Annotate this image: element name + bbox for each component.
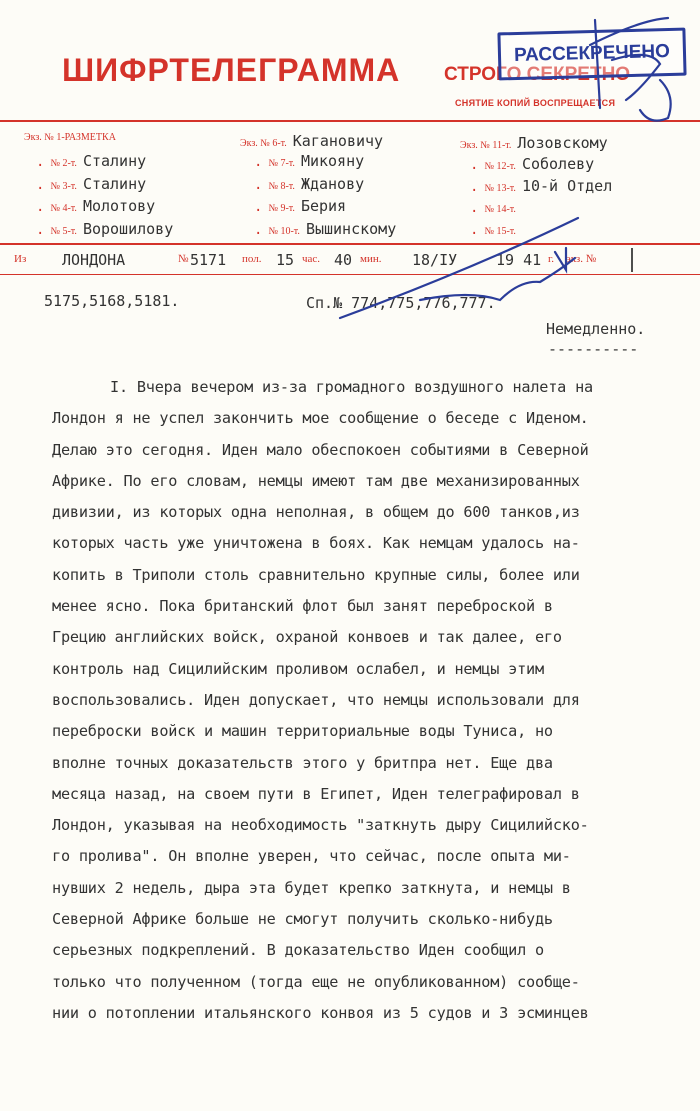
body-line: только что полученном (тогда еще не опубликованном) сообще- [52,972,580,991]
hour-value: 40 [334,251,353,269]
from-value: ЛОНДОНА [62,251,126,269]
recipient-11: Экз. № 11-т. Лозовскому [460,134,608,152]
header-divider [0,120,700,122]
recipient-14: . № 14-т. [470,200,516,216]
body-line: воспользовались. Иден допускает, что немцы использовали для [52,690,580,709]
year-suffix: г. [548,253,555,265]
message-body [52,372,682,1029]
body-line: Северной Африке больше не смогут получить сколько-нибудь [52,910,553,929]
year-value: 19 41 [496,251,542,269]
body-line: Африке. По его словам, немцы имеют там две механизированных [52,471,580,490]
urgency-underline: ---------- [548,340,639,358]
recipient-2: . № 2-т. Сталину [36,152,147,170]
recipient-3: . № 3-т. Сталину [36,175,147,193]
received-label: пол. [242,253,262,265]
recipient-4: . № 4-т. Молотову [36,197,156,215]
document-title: ШИФРТЕЛЕГРАММА [62,52,401,88]
recipients-divider [0,243,700,245]
body-line: контроль над Сицилийским проливом ослабел, и немцы этим [52,659,544,678]
recipient-13: . № 13-т. 10-й Отдел [470,177,613,195]
special-numbers: Сп.№ 774,775,776,777. [306,294,496,312]
body-line: месяца назад, на своем пути в Египет, Иден телеграфировал в [52,784,580,803]
copy-label: экз. № [566,253,597,265]
recipient-10: . № 10-т. Вышинскому [254,220,397,238]
date-value: 18/IУ [412,251,458,269]
body-line: копить в Триполи столь сравнительно крупные силы, более или [52,565,580,584]
minute-label: мин. [360,253,382,265]
number-value: 5171 [190,251,227,269]
body-line: I. Вчера вечером из-за громадного воздушного налета на [110,378,593,396]
recipient-12: . № 12-т. Соболеву [470,155,595,173]
body-line: Делаю это сегодня. Иден мало обеспокоен событиями в Северной [52,440,589,459]
recipient-5: . № 5-т. Ворошилову [36,220,174,238]
body-line: го пролива". Он вполне уверен, что сейчас, после опыта ми- [52,847,571,866]
body-line: менее ясно. Пока британский флот был занят переброской в [52,597,553,616]
ref-numbers: 5175,5168,5181. [44,292,180,310]
recipient-8: . № 8-т. Жданову [254,175,365,193]
hour-label: час. [302,253,321,265]
secret-label: СТРОГО СЕКРЕТНО [444,64,631,85]
urgency-label: Немедленно. [546,320,646,338]
meta-divider [0,274,700,275]
body-line: серьезных подкреплений. В доказательство Иден сообщил о [52,941,544,960]
telegram-meta-row [0,248,700,274]
no-copy-label: СНЯТИЕ КОПИЙ ВОСПРЕЩАЕТСЯ [455,98,616,108]
recipient-9: . № 9-т. Берия [254,197,347,215]
number-label: № [178,253,189,265]
body-line: Грецию английских войск, охраной конвоев и так далее, его [52,628,562,647]
body-line: нувших 2 недель, дыра эта будет крепко заткнута, и немцы в [52,878,571,897]
declassified-stamp: РАССЕКРЕЧЕНО [497,28,686,81]
body-line: нии о потоплении итальянского конвоя из 5 судов и 3 эсминцев [52,1003,589,1022]
body-line: которых часть уже уничтожена в боях. Как немцам удалось на- [52,534,580,553]
recipient-1: Экз. № 1-РАЗМЕТКА [24,132,116,143]
recipient-15: . № 15-т. [470,222,516,238]
body-line: вполне точных доказательств этого у бритпра нет. Еще два [52,753,553,772]
body-line: Лондон, указывая на необходимость "заткнуть дыру Сицилийско- [52,816,589,835]
body-line: дивизии, из которых одна неполная, в общем до 600 танков,из [52,503,580,522]
from-label: Из [14,253,27,265]
body-line: переброски войск и машин территориальные воды Туниса, но [52,722,553,741]
recipient-7: . № 7-т. Микояну [254,152,365,170]
received-value: 15 [276,251,295,269]
recipient-6: Экз. № 6-т. Кагановичу [240,132,384,150]
body-line: Лондон я не успел закончить мое сообщение о беседе с Иденом. [52,409,589,428]
